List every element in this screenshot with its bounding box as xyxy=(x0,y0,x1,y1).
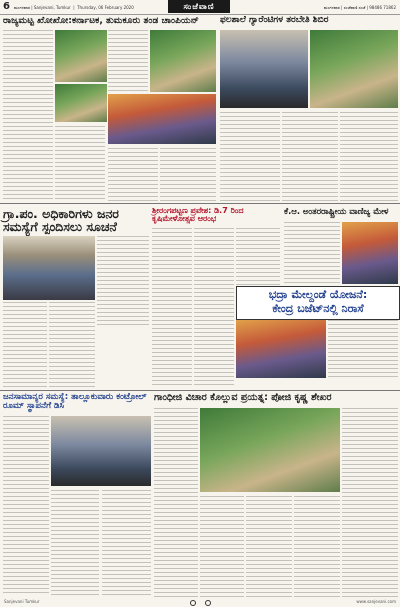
article-text-block xyxy=(200,496,244,598)
article-text-block xyxy=(152,228,192,388)
registration-mark-icon xyxy=(205,600,211,606)
article-text-block xyxy=(97,236,149,326)
article-text-block xyxy=(3,416,49,596)
article-text-block xyxy=(194,228,234,388)
article-text-block xyxy=(340,112,398,202)
dateline: ಮಂಗಳವಾರ | Sanjevani, Tumkur | Thursday, 06 February 2020 xyxy=(14,5,134,10)
photo-players xyxy=(150,30,216,92)
footer-right: www.sanjevani.com xyxy=(356,599,396,604)
photo-gandhi-event xyxy=(200,408,340,492)
article-text-block xyxy=(154,408,198,598)
photo-trade-fair xyxy=(342,222,398,284)
article-text-block xyxy=(246,496,292,598)
article-text-block xyxy=(294,496,340,598)
article-text-block xyxy=(108,30,148,92)
headline-training-camp: ಫಲಶಾಲೆ ಗ್ಯಾರೆಂಟಿಗಳ ತರಬೇತಿ ಶಿಬಿರ xyxy=(220,15,329,25)
article-text-block xyxy=(51,490,99,596)
photo-dc-meeting xyxy=(51,416,151,486)
article-text-block xyxy=(236,228,280,286)
article-text-block xyxy=(284,222,340,284)
date: Thursday, 06 February 2020 xyxy=(77,5,134,10)
article-text-block xyxy=(102,490,151,596)
article-text-block xyxy=(220,112,280,202)
photo-training-camp xyxy=(220,30,308,108)
headline-kho-kho: ರಾಜ್ಯಮಟ್ಟ ಖೋಖೋ:ಕರ್ನಾಟಕ, ತುಮಕೂರು ತಂಡ ಚಾಂಪಿಯನ್ xyxy=(3,15,199,26)
left-info: ಮಂಗಳವಾರ | Sanjevani, Tumkur xyxy=(14,5,71,10)
article-text-block xyxy=(328,320,398,378)
divider xyxy=(0,203,400,204)
masthead-right-info: ಮಂಗಳವಾರ | ಸಂಜೆವಾಣಿ ಸಂಜೆ | 98486 71862 xyxy=(323,5,396,10)
headline-bhadra-line2: ಕೇಂದ್ರ ಬಜೆಟ್‌ನಲ್ಲಿ ನಿರಾಸೆ xyxy=(272,302,364,315)
footer-left: Sanjevani Tumkur xyxy=(4,599,40,604)
photo-bhadra-protest xyxy=(236,320,326,378)
masthead-brand: ಸಂಜೆವಾಣಿ xyxy=(168,0,230,13)
divider xyxy=(0,390,400,391)
headline-srirangapatna: ಶ್ರೀರಂಗಪಟ್ಟಣ ಪ್ರವೇಶ: ಡಿ.7 ರಿಂದ ಕೃಷಿಮೇಳೋತ್ಸವ ಆರಂಭ xyxy=(152,206,244,224)
headline-control-room: ಜನಸಾಮಾನ್ಯರ ಸಮಸ್ಯೆ: ತಾಲ್ಲೂಕುವಾರು ಕಂಟ್ರೋಲ್ ರೂಮ್ ಸ್ಥಾಪನೆಗೆ ಡಿಸಿ xyxy=(3,392,147,412)
footer xyxy=(0,598,400,607)
article-text-block xyxy=(108,148,158,201)
headline-gandhi: ಗಾಂಧೀಜಿ ವಿಚಾರ ಕೊಲ್ಲುವ ಪ್ರಯತ್ನ: ಪೋಜಿ ಕೃಷ್ಣ ಶೇಖರ xyxy=(154,392,332,403)
headline-gram-panchayat: ಗ್ರಾ.ಪಂ. ಅಧಿಕಾರಿಗಳು ಜನರ ಸಮಸ್ಯೆಗೆ ಸ್ಪಂದಿಸಲು ಸೂಚನೆ xyxy=(3,206,119,235)
article-text-block xyxy=(3,302,47,388)
photo-team-2 xyxy=(55,84,107,122)
photo-participants xyxy=(310,30,398,108)
page-number: 6 xyxy=(3,1,10,12)
article-text-block xyxy=(55,126,105,201)
headline-bhadra-line1: ಭದ್ರಾ ಮೇಲ್ದಂಡೆ ಯೋಜನೆ: xyxy=(268,288,368,301)
article-text-block xyxy=(49,302,95,388)
photo-match xyxy=(108,94,216,144)
article-text-block xyxy=(282,112,338,202)
article-text-block xyxy=(160,148,216,201)
photo-team xyxy=(55,30,107,82)
registration-mark-icon xyxy=(190,600,196,606)
article-text-block xyxy=(3,30,53,200)
photo-officials-meeting xyxy=(3,236,95,300)
headline-trade-fair: ಕೆ.ಆ. ಅಂತರರಾಷ್ಟ್ರೀಯ ವಾಣಿಜ್ಯ ಮೇಳ xyxy=(284,206,389,216)
article-text-block xyxy=(342,408,398,598)
